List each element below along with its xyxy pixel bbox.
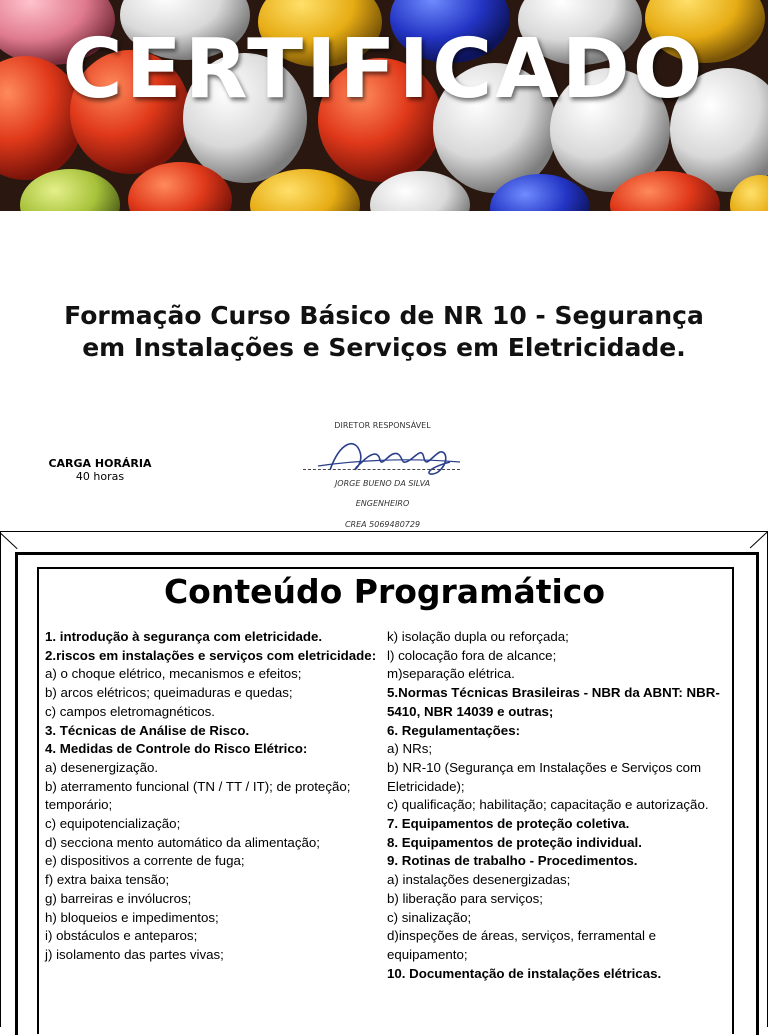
program-item: 8. Equipamentos de proteção individual. <box>387 834 642 850</box>
program-item: l) colocação fora de alcance; <box>387 647 557 663</box>
program-item: a) desenergização. <box>45 759 159 775</box>
workload-value: 40 horas <box>75 470 125 483</box>
director-name: JORGE BUENO DA SILVA <box>334 479 431 488</box>
program-item: 9. Rotinas de trabalho - Procedimentos. <box>387 853 638 869</box>
hard-hats-banner <box>0 0 768 211</box>
program-item: a) o choque elétrico, mecanismos e efeitos; <box>45 666 302 682</box>
program-item: a) instalações desenergizadas; <box>387 872 571 888</box>
handwritten-signature <box>300 432 470 486</box>
course-title-line-2: em Instalações e Serviços em Eletricidade. <box>82 333 686 362</box>
workload-block <box>40 457 160 483</box>
signature-line <box>303 469 460 470</box>
program-item: g) barreiras e invólucros; <box>45 890 192 906</box>
program-item: d) secciona mento automático da alimentação; <box>45 834 320 850</box>
course-title-line-1: Formação Curso Básico de NR 10 - Segurança <box>64 301 704 330</box>
program-item: b) NR-10 (Segurança em Instalações e Serviços com Eletricidade); <box>387 759 702 794</box>
program-item: c) qualificação; habilitação; capacitação e autorização. <box>387 797 709 813</box>
director-title: ENGENHEIRO <box>355 499 410 508</box>
program-right-column <box>387 628 727 983</box>
director-crea: CREA 5069480729 <box>344 520 421 529</box>
program-item: m)separação elétrica. <box>387 666 515 682</box>
program-item: k) isolação dupla ou reforçada; <box>387 629 569 644</box>
program-item: c) equipotencialização; <box>45 816 181 832</box>
course-title <box>0 300 768 364</box>
program-item: 5.Normas Técnicas Brasileiras - NBR da ABNT: NBR-5410, NBR 14039 e outras; <box>387 685 720 719</box>
certificate-title: CERTIFICADO <box>62 22 706 117</box>
program-item: 1. introdução à segurança com eletricidade. <box>45 629 323 644</box>
program-item: h) bloqueios e impedimentos; <box>45 909 219 925</box>
program-item: b) arcos elétricos; queimaduras e quedas; <box>45 685 293 701</box>
director-label: DIRETOR RESPONSÁVEL <box>334 421 431 430</box>
program-left-column <box>45 628 385 965</box>
program-item: b) aterramento funcional (TN / TT / IT); de proteção; temporário; <box>45 778 351 813</box>
program-item: j) isolamento das partes vivas; <box>45 946 224 962</box>
program-item: 2.riscos em instalações e serviços com eletricidade: <box>45 647 377 663</box>
program-item: i) obstáculos e anteparos; <box>45 928 198 944</box>
program-item: b) liberação para serviços; <box>387 890 543 906</box>
program-item: 4. Medidas de Controle do Risco Elétrico: <box>45 741 308 757</box>
program-item: 10. Documentação de instalações elétricas. <box>387 965 662 981</box>
program-item: e) dispositivos a corrente de fuga; <box>45 853 245 869</box>
program-item: d)inspeções de áreas, serviços, ferramental e equipamento; <box>387 928 657 962</box>
program-title: Conteúdo Programático <box>163 572 606 611</box>
program-item: 7. Equipamentos de proteção coletiva. <box>387 816 630 832</box>
program-item: c) sinalização; <box>387 909 472 925</box>
program-item: a) NRs; <box>387 741 433 757</box>
workload-label: CARGA HORÁRIA <box>48 457 152 470</box>
program-item: c) campos eletromagnéticos. <box>45 703 215 719</box>
program-item: f) extra baixa tensão; <box>45 872 170 888</box>
program-item: 6. Regulamentações: <box>387 722 521 738</box>
program-item: 3. Técnicas de Análise de Risco. <box>45 722 250 738</box>
